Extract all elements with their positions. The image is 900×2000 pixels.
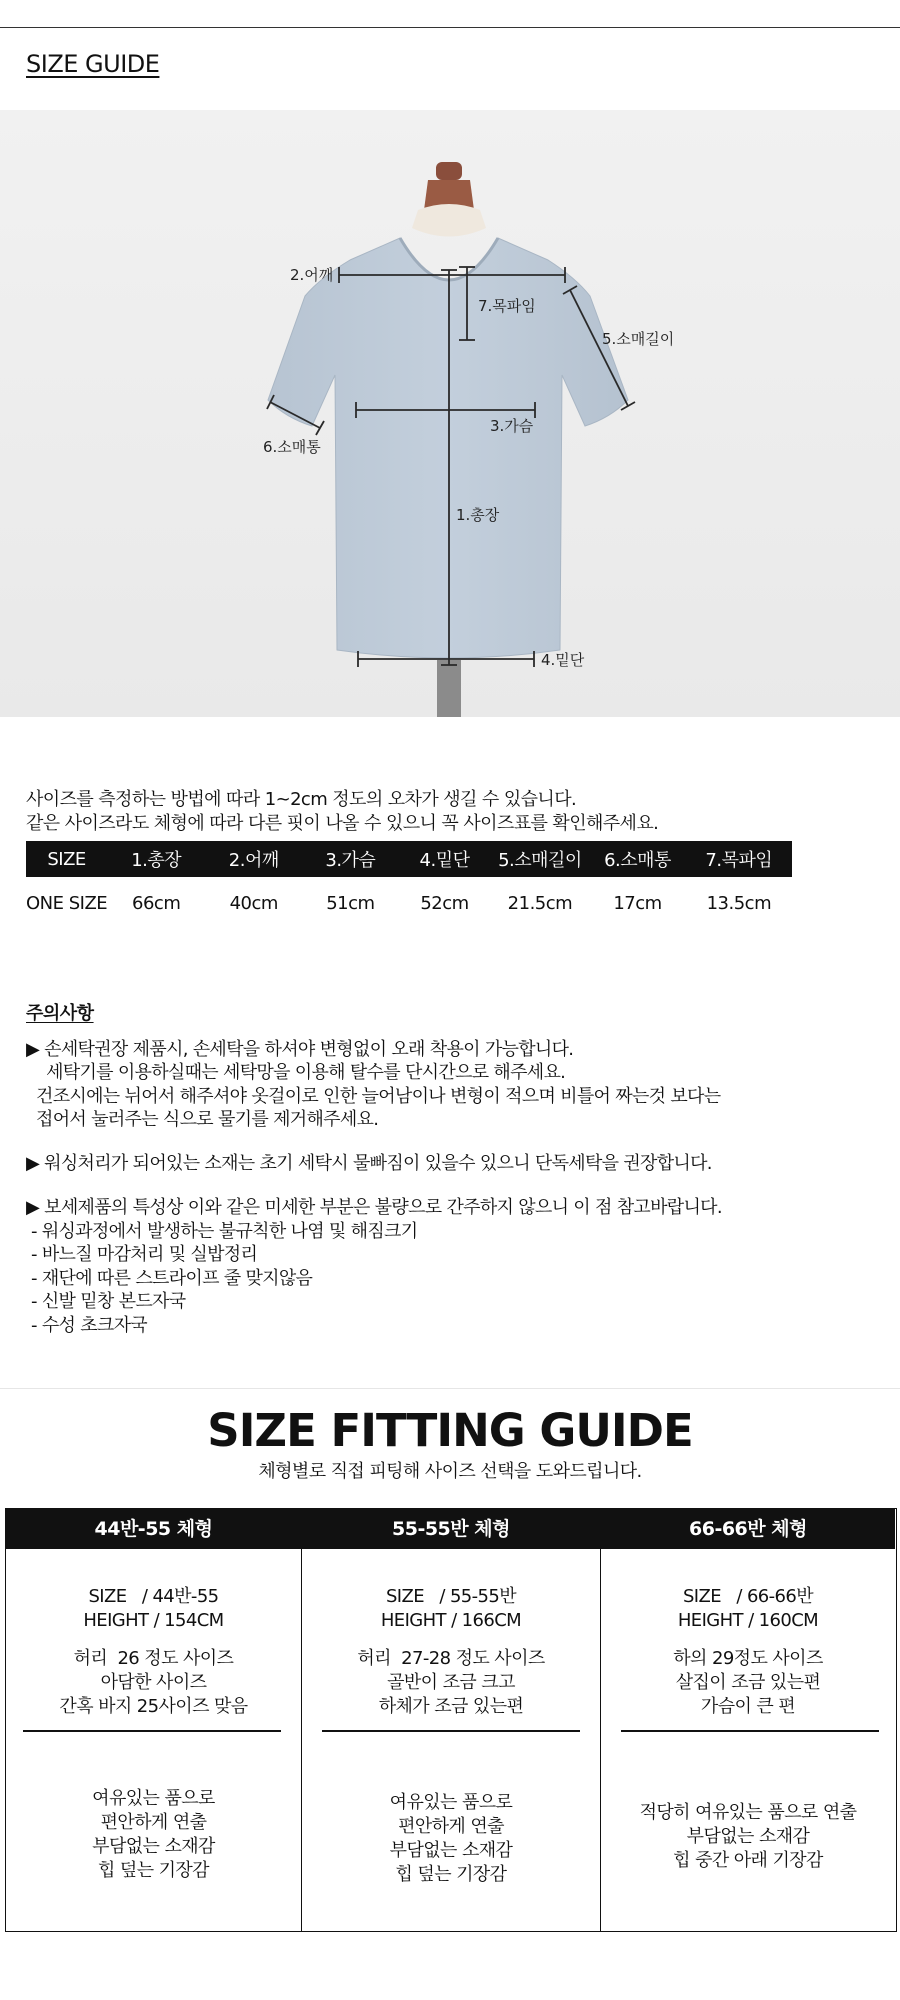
fitting-column [600, 1509, 895, 1931]
size-table-header: 6.소매통 [589, 841, 685, 877]
label-sleeve-length: 5.소매길이 [602, 330, 675, 348]
size-table-header: 4.밑단 [398, 841, 490, 877]
fitting-column [301, 1509, 600, 1931]
label-sleeve-width: 6.소매통 [263, 438, 321, 456]
table-cell: 51cm [326, 892, 375, 914]
fitting-body-line: 허리 27-28 정도 사이즈 [357, 1648, 545, 1669]
caution-line: ▶ 보세제품의 특성상 이와 같은 미세한 부분은 불량으로 간주하지 않으니 이 점 참고바랍니다. [26, 1197, 722, 1218]
caution-line: - 바느질 마감처리 및 실밥정리 [26, 1244, 258, 1265]
fitting-size: SIZE / 66-66반 [682, 1586, 814, 1607]
size-table-header: 2.어깨 [205, 841, 302, 877]
notice-line: 사이즈를 측정하는 방법에 따라 1~2cm 정도의 오차가 생길 수 있습니다. [26, 789, 577, 810]
section-divider [0, 1388, 900, 1389]
fitting-fit-line: 힙 덮는 기장감 [395, 1864, 507, 1885]
caution-line: - 워싱과정에서 발생하는 불규칙한 나염 및 해짐크기 [26, 1221, 418, 1242]
fitting-fit-line: 적당히 여유있는 품으로 연출 [639, 1802, 857, 1823]
fitting-size: SIZE / 44반-55 [88, 1586, 219, 1607]
caution-line: ▶ 워싱처리가 되어있는 소재는 초기 세탁시 물빠짐이 있을수 있으니 단독세탁을 권장합니다. [26, 1153, 712, 1174]
caution-line: - 수성 초크자국 [26, 1315, 147, 1336]
table-cell: 13.5cm [706, 892, 772, 914]
fitting-fit-line: 힙 덮는 기장감 [98, 1860, 209, 1881]
caution-line: - 재단에 따른 스트라이프 줄 맞지않음 [26, 1268, 313, 1289]
fitting-height: HEIGHT / 160CM [677, 1610, 819, 1631]
table-cell: 52cm [420, 892, 469, 914]
fitting-title: SIZE FITTING GUIDE [207, 1404, 693, 1457]
fitting-fit-line: 부담없는 소재감 [686, 1826, 810, 1847]
label-length: 1.총장 [456, 506, 500, 524]
caution-title: 주의사항 [26, 1003, 94, 1024]
caution-line: - 신발 밑창 본드자국 [26, 1291, 186, 1312]
fitting-separator [23, 1730, 281, 1732]
caution-line: 세탁기를 이용하실때는 세탁망을 이용해 탈수를 단시간으로 해주세요. [26, 1062, 566, 1083]
fitting-fit-line: 여유있는 품으로 [92, 1788, 215, 1809]
table-row [26, 877, 792, 929]
fitting-body-line: 골반이 조금 크고 [387, 1672, 515, 1693]
fitting-grid [5, 1508, 897, 1932]
fitting-column [6, 1509, 301, 1931]
notice-line: 같은 사이즈라도 체형에 따라 다른 핏이 나올 수 있으니 꼭 사이즈표를 확인해주세요. [26, 813, 659, 834]
table-cell: ONE SIZE [26, 892, 108, 914]
fitting-body-line: 아담한 사이즈 [100, 1672, 207, 1693]
label-hem: 4.밑단 [541, 651, 585, 669]
fitting-fit-line: 여유있는 품으로 [389, 1792, 513, 1813]
fitting-height: HEIGHT / 166CM [380, 1610, 522, 1631]
table-cell: 21.5cm [507, 892, 573, 914]
table-cell: 66cm [132, 892, 181, 914]
size-table-header: 3.가슴 [302, 841, 398, 877]
table-cell: 17cm [613, 892, 662, 914]
fitting-body-line: 허리 26 정도 사이즈 [73, 1648, 234, 1669]
fitting-column-header: 66-66반 체형 [601, 1509, 895, 1549]
table-cell: 40cm [229, 892, 278, 914]
fitting-separator [621, 1730, 879, 1732]
size-table-header: 5.소매길이 [491, 841, 590, 877]
fitting-body-line: 하의 29정도 사이즈 [673, 1648, 823, 1669]
size-table [26, 841, 792, 929]
caution-line: 접어서 눌러주는 식으로 물기를 제거해주세요. [26, 1109, 379, 1130]
fitting-body-line: 간혹 바지 25사이즈 맞음 [59, 1696, 248, 1717]
caution-line: 건조시에는 뉘어서 해주셔야 옷걸이로 인한 늘어남이나 변형이 적으며 비틀어 짜는것 보다는 [26, 1086, 721, 1107]
label-neck-depth: 7.목파임 [478, 297, 536, 315]
caution-line: ▶ 손세탁권장 제품시, 손세탁을 하셔야 변형없이 오래 착용이 가능합니다. [26, 1039, 574, 1060]
product-measurement-photo [0, 110, 900, 717]
fitting-fit-line: 부담없는 소재감 [389, 1840, 513, 1861]
tshirt-diagram [0, 110, 900, 717]
fitting-column-header: 55-55반 체형 [302, 1509, 600, 1549]
size-table-header: 1.총장 [107, 841, 205, 877]
size-table-header-row [26, 841, 792, 877]
fitting-fit-line: 편안하게 연출 [398, 1816, 504, 1837]
size-table-header: SIZE [26, 841, 107, 877]
fitting-size: SIZE / 55-55반 [385, 1586, 517, 1607]
label-chest: 3.가슴 [490, 417, 534, 435]
fitting-fit-line: 부담없는 소재감 [92, 1836, 215, 1857]
fitting-column-header: 44반-55 체형 [6, 1509, 301, 1549]
fitting-subtitle: 체형별로 직접 피팅해 사이즈 선택을 도와드립니다. [258, 1461, 642, 1482]
page-title: SIZE GUIDE [26, 50, 160, 78]
top-rule [0, 27, 900, 28]
size-table-header: 7.목파임 [686, 841, 792, 877]
label-shoulder: 2.어깨 [290, 266, 334, 284]
fitting-separator [322, 1730, 580, 1732]
fitting-height: HEIGHT / 154CM [83, 1610, 224, 1631]
fitting-fit-line: 힙 중간 아래 기장감 [673, 1850, 823, 1871]
fitting-fit-line: 편안하게 연출 [100, 1812, 207, 1833]
fitting-body-line: 가슴이 큰 편 [700, 1696, 796, 1717]
fitting-body-line: 살집이 조금 있는편 [675, 1672, 821, 1693]
fitting-body-line: 하체가 조금 있는편 [378, 1696, 524, 1717]
